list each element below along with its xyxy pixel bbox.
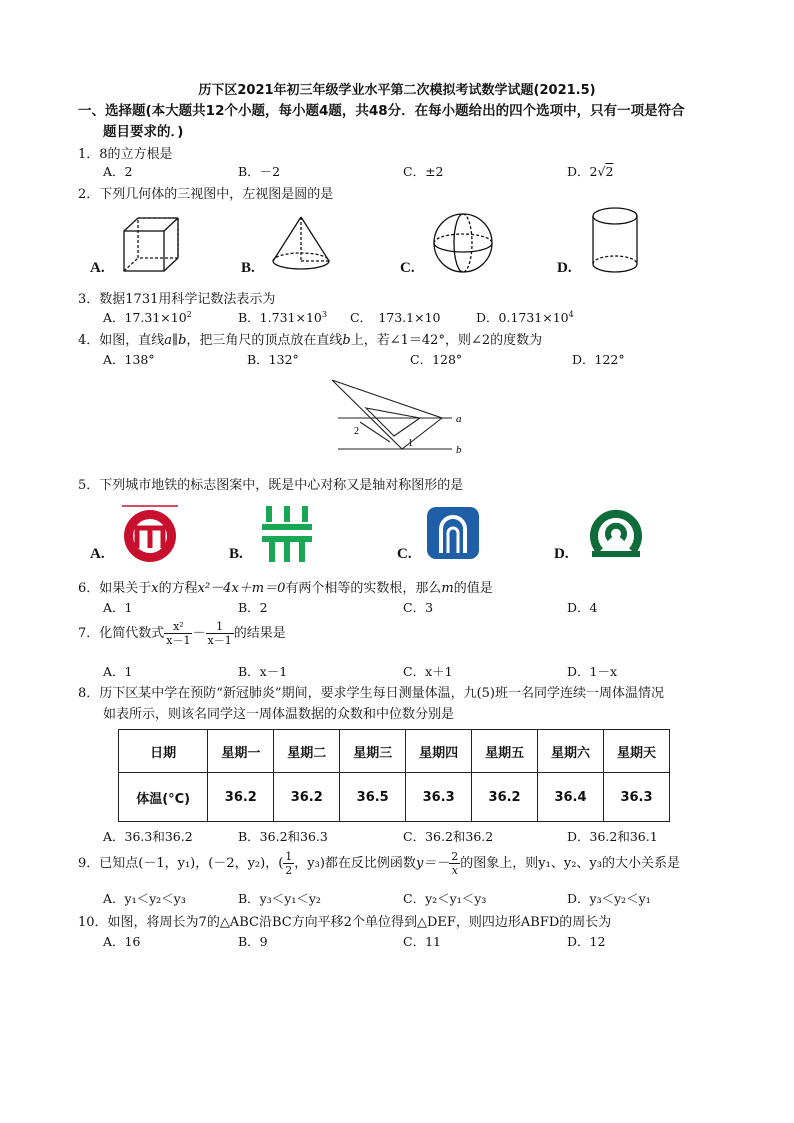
q6-option-d: D．4 [567,600,598,615]
q7-minus: － [192,626,206,641]
q9-stem-prefix: 9．已知点(－1，y₁)，(－2，y₂)，( [78,856,284,871]
q5-option-b: B. [229,546,243,562]
metro-logo-a-icon [120,504,180,564]
q7-f2-num: 1 [206,620,234,634]
q9-stem-mid: ，y₃)都在反比例函数 [294,856,416,871]
q9-stem-end: 的图象上，则y₁、y₂、y₃的大小关系是 [460,856,680,871]
table-cell: 36.4 [538,773,604,822]
table-header-cell: 日期 [119,730,208,773]
q3-d-base: D．0.1731×10 [476,310,569,325]
cylinder-figure [590,206,640,274]
q7-stem-end: 的结果是 [233,626,286,641]
q6-equation: x²－4x＋m＝0 [197,581,286,596]
q7-stem-prefix: 7．化简代数式 [78,626,165,641]
q9-option-a: A．y₁＜y₂＜y₃ [103,891,186,906]
q7-option-c: C．x＋1 [403,664,453,679]
q1-option-c: C．±2 [403,164,444,179]
q4-fig-label-b: b [456,444,462,456]
section-header-line2: 题目要求的．) [103,124,184,140]
table-cell: 36.3 [603,773,669,822]
q1-option-b: B．－2 [238,164,281,179]
q1-option-d-prefix: D．2 [567,164,598,179]
q6-var-x: x [151,581,159,596]
q4-option-b: B．132° [247,352,299,367]
q2-option-c: C. [400,260,415,276]
page-title: 历下区2021年初三年级学业水平第二次模拟考试数学试题(2021.5) [198,83,596,98]
q2-option-d: D. [557,260,572,276]
q6-option-b: B．2 [238,600,268,615]
q4-var-a: a [164,333,173,348]
q1-stem: 1．8的立方根是 [78,147,173,162]
q7-stem [78,620,286,647]
q9-half-num: 1 [285,850,293,863]
metro-logo-d-icon [588,505,644,559]
q6-stem-rest: 有两个相等的实数根，那么 [285,581,442,596]
q4-triangle-ruler-figure [330,374,470,458]
table-header-cell: 星期二 [274,730,340,773]
table-row [119,773,670,822]
table-header-cell: 星期四 [406,730,472,773]
q5-option-c: C. [397,546,412,562]
table-cell: 36.2 [208,773,274,822]
q6-stem-end: 的值是 [453,581,493,596]
temperature-table [118,729,670,822]
q4-var-b: b [178,333,187,348]
q9-half-den: 2 [285,864,293,877]
q4-fig-label-a: a [456,413,462,425]
q9-func-den: x [451,864,458,877]
q7-f2-den: x－1 [207,634,232,647]
table-cell: 36.5 [340,773,406,822]
q4-option-d: D．122° [572,352,625,367]
metro-logo-b-icon [262,506,312,562]
q9-func-fraction [449,850,460,877]
q6-var-m: m [441,581,454,596]
table-row-label: 体温(°C) [119,773,208,822]
q8-option-a: A．36.3和36.2 [103,829,193,844]
q2-option-a: A. [90,260,105,276]
q3-option-d [476,308,574,326]
q4-stem-rest2: 上，若∠1＝42°，则∠2的度数为 [350,333,543,348]
table-header-cell: 星期天 [603,730,669,773]
q3-option-c: C． 173.1×10 [350,310,441,325]
q8-option-c: C．36.2和36.2 [403,829,494,844]
q9-func-num: 2 [451,850,459,863]
q3-b-exp: 3 [321,309,327,319]
q10-option-c: C．11 [403,934,441,949]
q2-stem: 2．下列几何体的三视图中，左视图是圆的是 [78,187,334,202]
q6-option-c: C．3 [403,600,434,615]
q4-fig-label-2: 2 [354,426,359,437]
q4-fig-label-1: 1 [408,438,413,449]
q7-option-a: A．1 [103,664,133,679]
q3-a-exp: 2 [186,309,192,319]
q9-option-d: D．y₃＜y₂＜y₁ [567,891,651,906]
sqrt-sign: √ [597,164,606,179]
q5-option-a: A. [90,546,105,562]
table-cell: 36.2 [274,773,340,822]
q4-var-b-2: b [342,333,351,348]
q9-half-fraction [283,850,294,877]
section-header-line1: 一、选择题(本大题共12个小题，每小题4题，共48分．在每小题给出的四个选项中，只有一项是符合 [78,103,685,119]
metro-logo-c-icon [427,507,479,559]
cone-figure [270,215,332,273]
q1-option-d [567,162,613,180]
q3-d-exp: 4 [568,309,574,319]
q10-option-d: D．12 [567,934,606,949]
q7-f1-den: x－1 [166,634,191,647]
q1-option-d-radicand: 2 [605,164,614,179]
q4-option-c: C．128° [410,352,463,367]
q9-func-lhs: y＝－ [415,856,450,871]
q3-option-a [103,308,192,326]
q8-option-b: B．36.2和36.3 [238,829,328,844]
q7-fraction-2 [206,620,234,647]
q4-option-a: A．138° [103,352,155,367]
q4-parallel: ∥ [172,333,179,348]
q6-stem-mid: 的方程 [158,581,198,596]
q3-stem: 3．数据1731用科学记数法表示为 [78,292,276,307]
table-header-cell: 星期三 [340,730,406,773]
q10-stem: 10．如图，将周长为7的△ABC沿BC方向平移2个单位得到△DEF，则四边形ABFD的周长为 [78,915,612,930]
q9-option-c: C．y₂＜y₁＜y₃ [403,891,487,906]
q2-option-b: B. [241,260,255,276]
q3-option-b [238,308,327,326]
q3-b-base: B．1.731×10 [238,310,322,325]
q9-option-b: B．y₃＜y₁＜y₂ [238,891,321,906]
q8-stem-line2: 如表所示，则该名同学这一周体温数据的众数和中位数分别是 [103,707,455,722]
q10-option-b: B．9 [238,934,268,949]
q7-fraction-1 [164,620,192,647]
q7-f1-num: x² [164,620,192,634]
q6-stem-prefix: 6．如果关于 [78,581,152,596]
table-cell: 36.2 [472,773,538,822]
table-header-cell: 星期五 [472,730,538,773]
q8-option-d: D．36.2和36.1 [567,829,658,844]
q10-option-a: A．16 [103,934,141,949]
q8-stem-line1: 8．历下区某中学在预防“新冠肺炎”期间，要求学生每日测量体温，九(5)班一名同学连续一周体温情况 [78,686,664,701]
sphere-figure [431,212,495,274]
q4-stem-rest: ，把三角尺的顶点放在直线 [186,333,343,348]
table-cell: 36.3 [406,773,472,822]
q4-stem-prefix: 4．如图，直线 [78,333,165,348]
q5-option-d: D. [554,546,569,562]
q9-stem [78,850,680,877]
q5-stem: 5．下列城市地铁的标志图案中，既是中心对称又是轴对称图形的是 [78,478,464,493]
q1-option-a: A．2 [103,164,133,179]
table-header-row [119,730,670,773]
q6-option-a: A．1 [103,600,133,615]
q6-stem [78,577,493,596]
q4-stem [78,329,542,348]
table-header-cell: 星期一 [208,730,274,773]
cube-figure [122,215,182,273]
q3-a-base: A．17.31×10 [103,310,187,325]
q7-option-b: B．x－1 [238,664,288,679]
q7-option-d: D．1－x [567,664,618,679]
table-header-cell: 星期六 [538,730,604,773]
